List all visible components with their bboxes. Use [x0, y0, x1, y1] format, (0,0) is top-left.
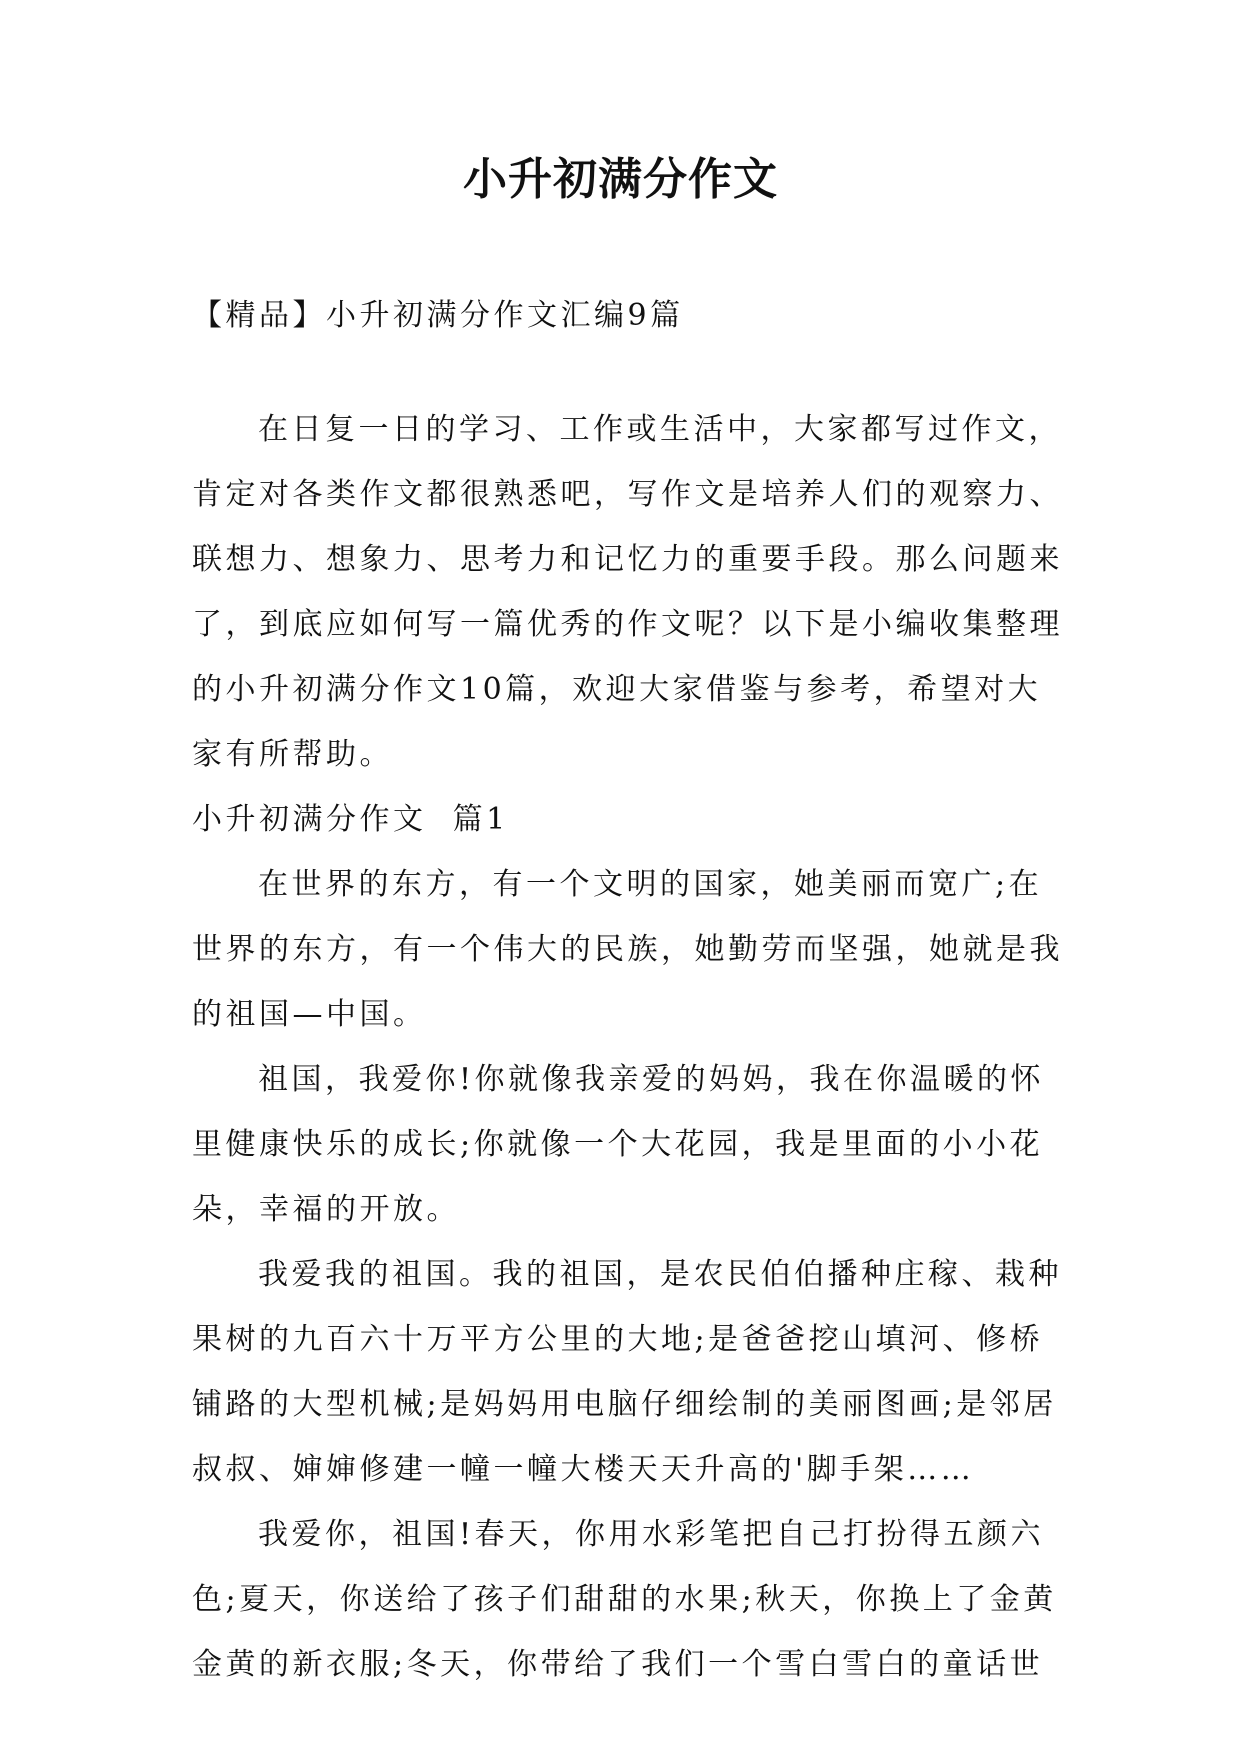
essay-paragraph-4: 我爱你，祖国!春天，你用水彩笔把自己打扮得五颜六色;夏天，你送给了孩子们甜甜的水果;秋天，你换上了金黄金黄的新衣服;冬天，你带给了我们一个雪白雪白的童话世 — [192, 1517, 1057, 1682]
document-body — [192, 283, 1072, 1697]
essay-paragraph-2: 祖国，我爱你!你就像我亲爱的妈妈，我在你温暖的怀里健康快乐的成长;你就像一个大花园，我是里面的小小花朵，幸福的开放。 — [192, 1062, 1045, 1227]
section-heading: 小升初满分作文 篇1 — [192, 802, 509, 837]
document-title: 小升初满分作文 — [463, 154, 778, 205]
document-subtitle: 【精品】小升初满分作文汇编9篇 — [192, 298, 684, 333]
essay-paragraph-3: 我爱我的祖国。我的祖国，是农民伯伯播种庄稼、栽种果树的九百六十万平方公里的大地;是爸爸挖山填河、修桥铺路的大型机械;是妈妈用电脑仔细绘制的美丽图画;是邻居叔叔、婶婶修建一幢一幢大楼天天升高的'脚手架…… — [192, 1257, 1062, 1487]
essay-paragraph-1: 在世界的东方，有一个文明的国家，她美丽而宽广;在世界的东方，有一个伟大的民族，她勤劳而坚强，她就是我的祖国—中国。 — [192, 867, 1063, 1032]
intro-paragraph: 在日复一日的学习、工作或生活中，大家都写过作文，肯定对各类作文都很熟悉吧，写作文是培养人们的观察力、联想力、想象力、思考力和记忆力的重要手段。那么问题来了，到底应如何写一篇优秀的作文呢？以下是小编收集整理的小升初满分作文10篇，欢迎大家借鉴与参考，希望对大家有所帮助。 — [192, 412, 1063, 772]
